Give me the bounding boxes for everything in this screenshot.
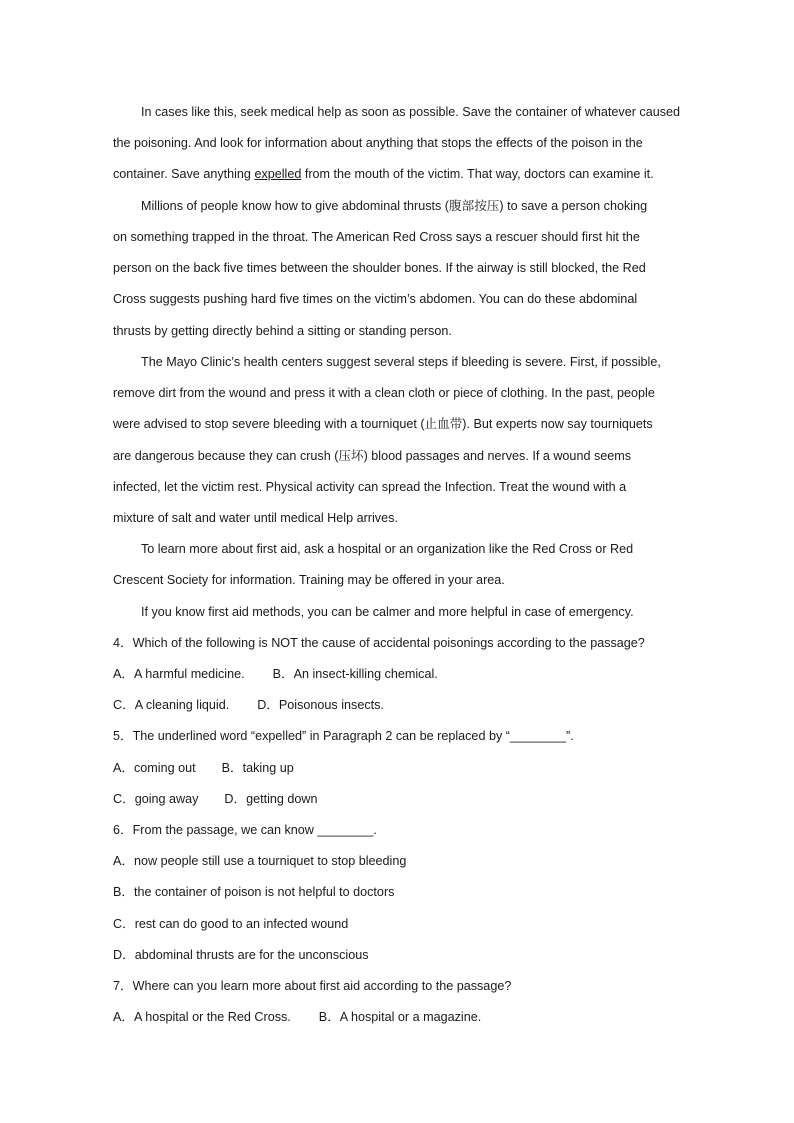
question-6-option-a: A．now people still use a tourniquet to stop bleeding bbox=[113, 854, 407, 868]
paragraph-2-line-5: thrusts by getting directly behind a sitting or standing person. bbox=[113, 324, 452, 338]
question-5-option-b: B．taking up bbox=[221, 761, 294, 775]
paragraph-1-line-1: In cases like this, seek medical help as soon as possible. Save the container of whatever caused bbox=[141, 105, 681, 119]
question-6-option-b: B．the container of poison is not helpful to doctors bbox=[113, 885, 395, 899]
question-4-options-ab bbox=[113, 665, 713, 683]
paragraph-2-line-3: person on the back five times between the shoulder bones. If the airway is still blocked, the Red bbox=[113, 261, 646, 275]
underlined-word-expelled: expelled bbox=[254, 167, 302, 181]
question-5-option-d: D．getting down bbox=[224, 792, 318, 806]
question-4-option-a: A．A harmful medicine. bbox=[113, 667, 245, 681]
paragraph-3-line-6: mixture of salt and water until medical Help arrives. bbox=[113, 511, 398, 525]
paragraph-2-line-4: Cross suggests pushing hard five times on the victim’s abdomen. You can do these abdominal bbox=[113, 292, 638, 306]
question-7-option-a: A．A hospital or the Red Cross. bbox=[113, 1010, 291, 1024]
question-6-stem: 6．From the passage, we can know ________. bbox=[113, 823, 377, 837]
paragraph-3-line-5: infected, let the victim rest. Physical activity can spread the Infection. Treat the wound with a bbox=[113, 480, 627, 494]
paragraph-1-line-3 bbox=[113, 165, 713, 183]
paragraph-1-line-2: the poisoning. And look for information about anything that stops the effects of the poison in the bbox=[113, 136, 643, 150]
paragraph-3-line-3: were advised to stop severe bleeding with a tourniquet (止血带). But experts now say tourniquets bbox=[113, 417, 653, 431]
question-7-stem: 7．Where can you learn more about first aid according to the passage? bbox=[113, 979, 512, 993]
question-5-options-ab bbox=[113, 759, 713, 777]
question-6-option-d: D．abdominal thrusts are for the unconscious bbox=[113, 948, 369, 962]
question-4-option-d: D．Poisonous insects. bbox=[257, 698, 384, 712]
question-4-stem: 4．Which of the following is NOT the cause of accidental poisonings according to the passage? bbox=[113, 636, 645, 650]
paragraph-1-text-before: container. Save anything bbox=[113, 167, 255, 181]
paragraph-3-line-2: remove dirt from the wound and press it with a clean cloth or piece of clothing. In the past, people bbox=[113, 386, 655, 400]
question-5-options-cd bbox=[113, 790, 713, 808]
question-5-option-a: A．coming out bbox=[113, 761, 196, 775]
paragraph-1-text-after: from the mouth of the victim. That way, doctors can examine it. bbox=[301, 167, 654, 181]
question-5-option-c: C．going away bbox=[113, 792, 199, 806]
question-7-option-b: B．A hospital or a magazine. bbox=[318, 1010, 482, 1024]
paragraph-2-line-1: Millions of people know how to give abdominal thrusts (腹部按压) to save a person choking bbox=[141, 199, 648, 213]
question-7-options-ab bbox=[113, 1008, 713, 1026]
paragraph-5-line-1: If you know first aid methods, you can be calmer and more helpful in case of emergency. bbox=[141, 605, 634, 619]
question-6-option-c: C．rest can do good to an infected wound bbox=[113, 917, 349, 931]
question-4-option-b: B．An insect-killing chemical. bbox=[272, 667, 438, 681]
paragraph-3-line-1: The Mayo Clinic’s health centers suggest several steps if bleeding is severe. First, if possible, bbox=[141, 355, 661, 369]
question-5-stem: 5．The underlined word “expelled” in Paragraph 2 can be replaced by “________”. bbox=[113, 729, 574, 743]
paragraph-4-line-2: Crescent Society for information. Training may be offered in your area. bbox=[113, 573, 505, 587]
paragraph-4-line-1: To learn more about first aid, ask a hospital or an organization like the Red Cross or Red bbox=[141, 542, 634, 556]
paragraph-3-line-4: are dangerous because they can crush (压坏) blood passages and nerves. If a wound seems bbox=[113, 449, 632, 463]
paragraph-2-line-2: on something trapped in the throat. The American Red Cross says a rescuer should first hit the bbox=[113, 230, 640, 244]
question-4-options-cd bbox=[113, 696, 713, 714]
question-4-option-c: C．A cleaning liquid. bbox=[113, 698, 230, 712]
